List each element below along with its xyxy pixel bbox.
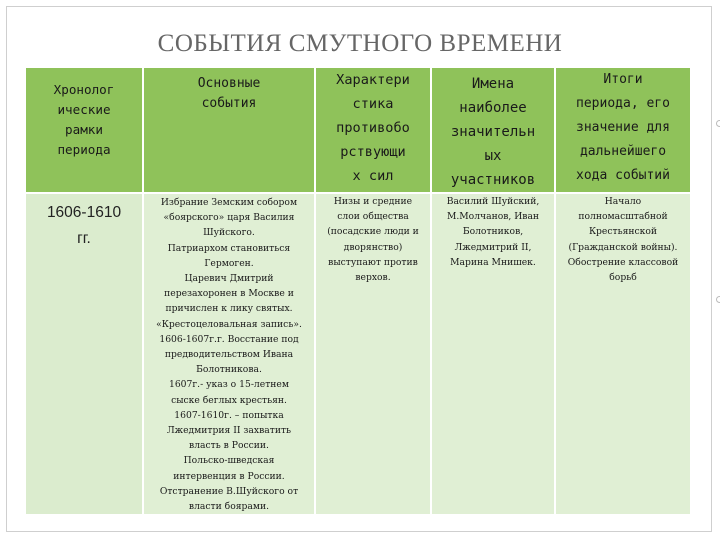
cell-line: борьб [609,272,637,284]
frame-dot-decoration [716,296,720,303]
cell-line: ические [57,102,111,117]
cell-line: 1606-1607г.г. Восстание под [159,333,299,345]
cell-line: 1606-1610 [46,204,122,221]
header-forces [315,67,431,193]
cell-line: Польско-шведская [183,455,275,467]
cell-line: наиболее [459,100,527,116]
cell-line: «боярского» царя Василия [163,212,295,224]
cell-line: Царевич Дмитрий [184,273,274,285]
cell-line: Низы и средние [333,196,413,207]
header-names [431,67,555,193]
cell-line: М.Молчанов, Иван [446,211,540,223]
cell-line: Отстранение В.Шуйского от [159,485,299,497]
cell-line: сыске беглых крестьян. [171,394,287,406]
cell-line: власти боярами. [188,501,270,513]
cell-line: 1607-1610г. – попытка [174,409,284,421]
cell-line: Обострение классовой [567,256,679,268]
cell-line: 1607г.- указ о 15-летнем [168,379,289,391]
cell-line: власть в России. [189,440,269,452]
cell-line: Хронолог [53,82,115,97]
cell-line: (посадские люди и [327,226,419,238]
cell-line: периода [57,142,111,157]
cell-forces [315,193,431,515]
header-events [143,67,315,193]
cell-line: Марина Мнишек. [450,256,536,268]
cell-line: значение для [576,120,670,135]
frame-dot-decoration [716,120,720,127]
cell-line: Характери [336,72,410,88]
header-period [25,67,143,193]
cell-line: периода, его [576,96,670,111]
cell-line: Шуйского. [203,227,255,239]
table-row [25,193,691,515]
cell-line: х сил [352,168,394,184]
cell-line: интервенция в России. [173,470,285,482]
cell-period [25,193,143,515]
cell-line: верхов. [355,272,391,284]
cell-line: Имена [471,76,515,92]
cell-results [555,193,691,515]
cell-line: события [201,96,257,111]
cell-names [431,193,555,515]
cell-line: гг. [77,230,91,247]
cell-line: Итоги [603,72,643,87]
cell-line: Болотников, [462,226,524,238]
cell-line: слои общества [337,211,409,223]
cell-line: Гермоген. [204,257,254,269]
cell-line: Лжедмитрия II захватить [166,425,292,437]
events-table [24,66,692,516]
cell-line: (Гражданской войны). [568,241,678,253]
cell-line: причислен к лику святых. [165,303,293,315]
cell-line: Василий Шуйский, [446,196,540,207]
cell-line: рамки [65,122,103,137]
cell-line: Избрание Земским собором [160,197,298,208]
cell-line: Патриархом становиться [167,242,291,254]
cell-line: Основные [197,76,261,91]
slide-title: СОБЫТИЯ СМУТНОГО ВРЕМЕНИ [157,30,563,57]
cell-line: перезахоронен в Москве и [164,288,294,300]
cell-line: участников [450,172,536,188]
cell-line: рствующи [340,144,406,160]
table-header-row [25,67,691,193]
cell-line: дворянство) [343,241,403,253]
cell-line: стика [352,96,394,112]
cell-events [143,193,315,515]
cell-line: полномасштабной [578,211,668,223]
cell-line: ых [484,148,502,164]
cell-line: значительн [450,124,536,140]
cell-line: противобо [336,120,410,136]
cell-line: Начало [604,196,642,207]
cell-line: Болотникова. [196,364,262,376]
cell-line: Крестьянской [588,226,658,238]
cell-line: хода событий [576,168,670,183]
cell-line: «Крестоцеловальная запись». [156,318,302,330]
header-results [555,67,691,193]
cell-line: предводительством Ивана [164,349,294,361]
cell-line: выступают против [328,256,418,268]
cell-line: дальнейшего [579,144,667,159]
cell-line: Лжедмитрий II, [454,241,532,253]
